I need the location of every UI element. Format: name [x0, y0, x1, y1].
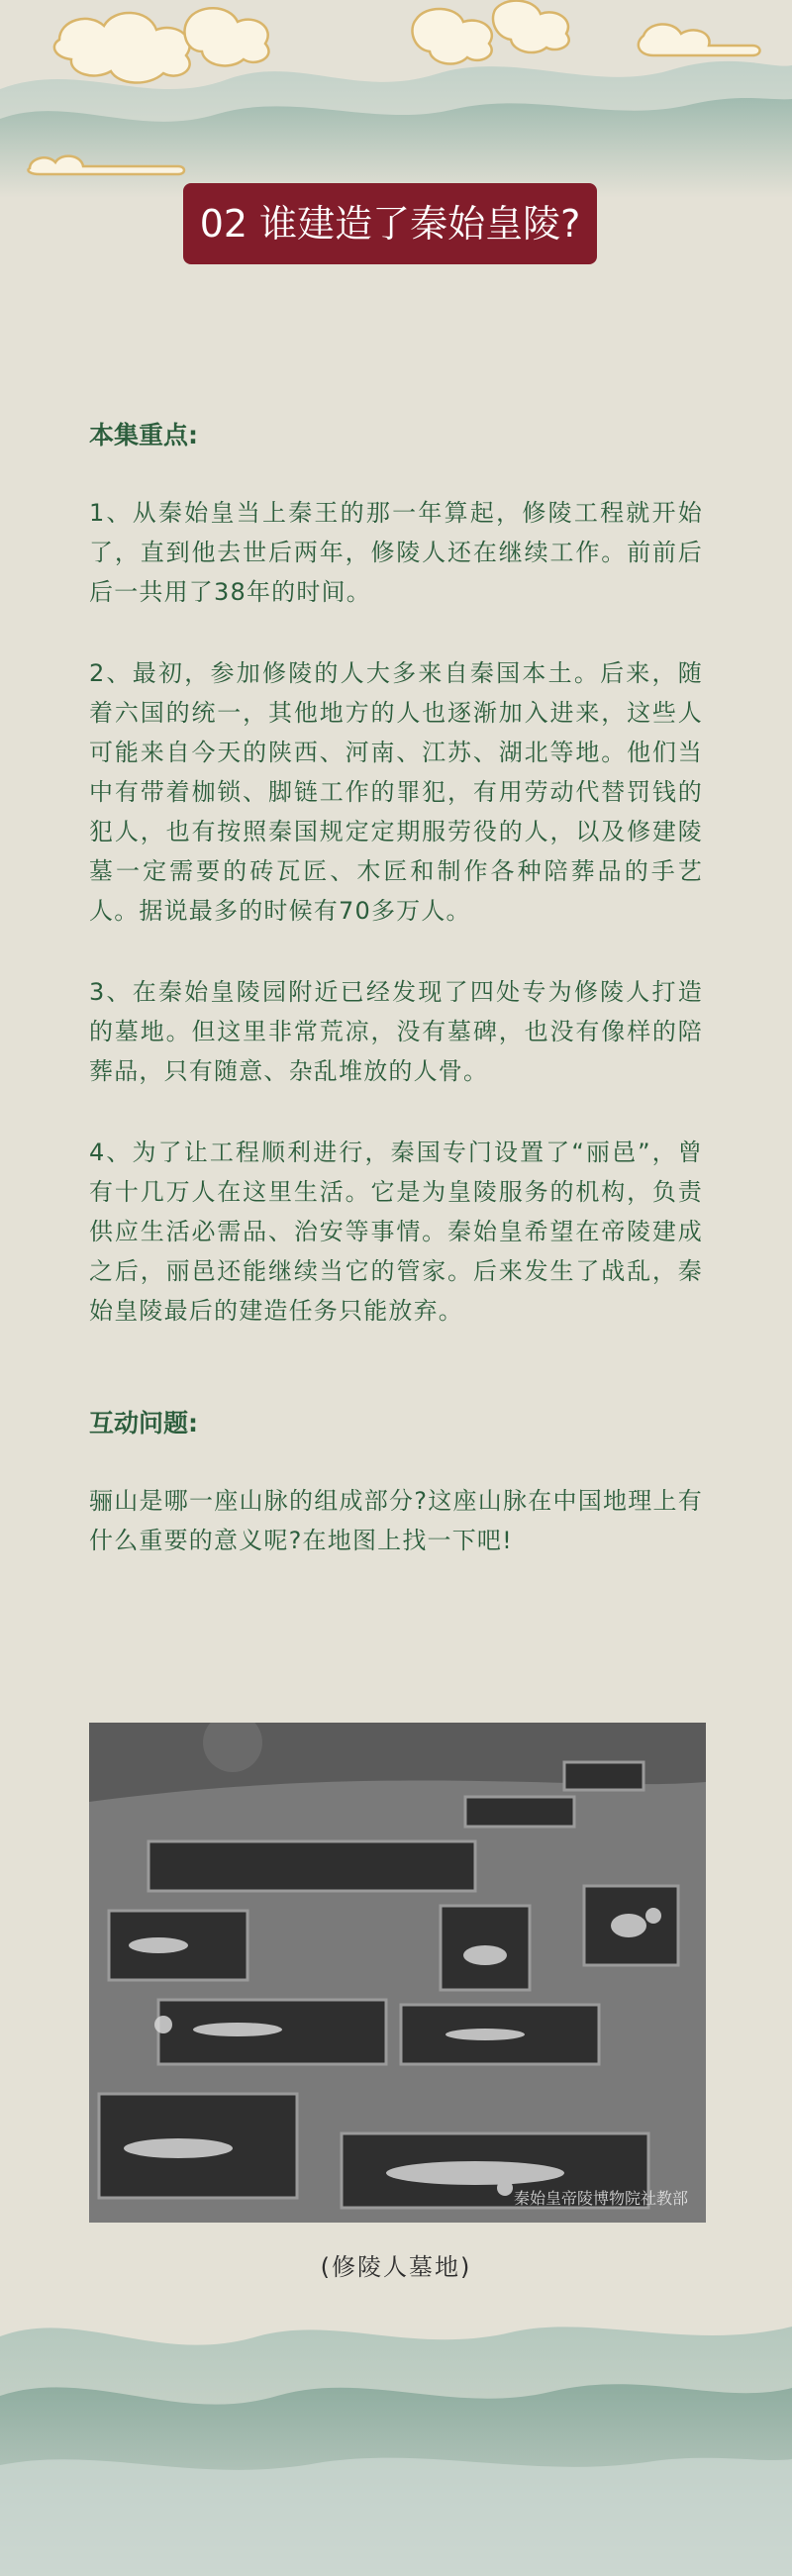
key-point-1: 1、从秦始皇当上秦王的那一年算起，修陵工程就开始了，直到他去世后两年，修陵人还在继续工作。前前后后一共用了38年的时间。: [89, 499, 703, 606]
cloud-icon: [54, 1, 760, 83]
interactive-heading: 互动问题:: [89, 1409, 198, 1437]
photo-caption: (修陵人墓地): [320, 2253, 472, 2281]
article-body: [89, 416, 703, 1560]
photo-watermark: 秦始皇帝陵博物院社教部: [513, 2189, 688, 2208]
header-decoration: [0, 0, 792, 198]
tomb-photo: [89, 1723, 706, 2223]
key-point-4: 4、为了让工程顺利进行，秦国专门设置了“丽邑”，曾有十几万人在这里生活。它是为皇陵服务的机构，负责供应生活必需品、治安等事情。秦始皇希望在帝陵建成之后，丽邑还能继续当它的管家。后来发生了战乱，秦始皇陵最后的建造任务只能放弃。: [89, 1139, 703, 1325]
episode-title: 02 谁建造了秦始皇陵?: [183, 183, 597, 264]
key-point-3: 3、在秦始皇陵园附近已经发现了四处专为修陵人打造的墓地。但这里非常荒凉，没有墓碑，也没有像样的陪葬品，只有随意、杂乱堆放的人骨。: [89, 978, 703, 1085]
key-point-2: 2、最初，参加修陵的人大多来自秦国本土。后来，随着六国的统一，其他地方的人也逐渐加入进来，这些人可能来自今天的陕西、河南、江苏、湖北等地。他们当中有带着枷锁、脚链工作的罪犯，有用劳动代替罚钱的犯人，也有按照秦国规定定期服劳役的人，以及修建陵墓一定需要的砖瓦匠、木匠和制作各种陪葬品的手艺人。据说最多的时候有70多万人。: [89, 659, 703, 925]
interactive-question: 骊山是哪一座山脉的组成部分?这座山脉在中国地理上有什么重要的意义呢?在地图上找一下吧!: [89, 1487, 703, 1554]
footer-decoration: [0, 2297, 792, 2576]
key-points-heading: 本集重点:: [89, 421, 198, 449]
